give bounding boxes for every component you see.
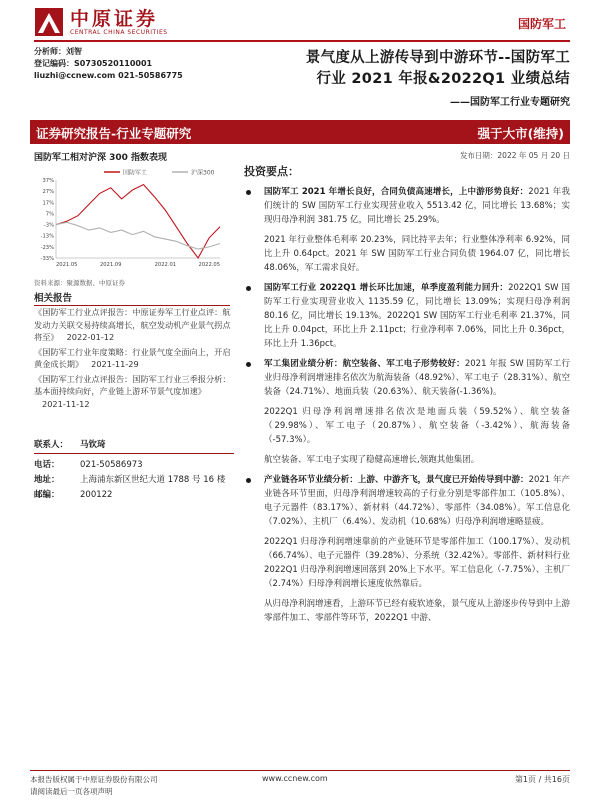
page-number: 第1页 / 共16页 — [514, 775, 570, 784]
legend-label: 沪深300 — [191, 169, 215, 177]
report-title-line-2: 行业 2021 年报&2022Q1 业绩总结 — [316, 71, 570, 87]
point-3-detail-2: 航空装备、军工电子实现了稳健高速增长,领跑其他集团。 — [264, 455, 480, 465]
point-1-text: 2021 年我们统计的 SW 国防军工行业实现营业收入 5513.42 亿，同比增长 13.68%；实现归母净利润 381.75 亿，同比增长 25.29%。 — [264, 187, 570, 225]
y-tick-label: -13% — [40, 233, 54, 240]
y-tick-label: -23% — [40, 244, 54, 251]
report-subtitle: ——国防军工行业专题研究 — [450, 97, 570, 108]
series-line-国防军工 — [56, 185, 220, 259]
logo-mark-icon — [34, 7, 64, 37]
point-3-detail-1: 2022Q1 归母净利润增速排名依次是地面兵装（59.52%）、航空装备（29.98%）、军工电子（20.87%）、航空装备（-3.42%）、航海装备（-57.3%）。 — [264, 407, 570, 445]
analyst-code: 登记编码：S0730520110001 — [34, 59, 153, 68]
y-tick-label: -3% — [43, 222, 54, 229]
x-tick-label: 2022.05 — [198, 262, 220, 268]
contact-block — [34, 438, 234, 503]
related-report-item[interactable] — [34, 306, 234, 344]
company-logo — [34, 7, 168, 37]
y-tick-label: -33% — [40, 256, 54, 262]
logo-name-en: CENTRAL CHINA SECURITIES — [70, 28, 168, 36]
point-4-detail-1: 2022Q1 归母净利润增速靠前的产业链环节是零部件加工（100.17%）、发动机（66.74%）、电子元器件（39.28%）、分系统（32.42%）。零部件、新材料行业 2022Q1 归母净利润增速回落到 20%上下水平。军工信息化（-7.75%）、主机厂（2.74%）归母净利润增长速度依然靠后。 — [264, 537, 570, 589]
publish-date: 发布日期：2022 年 05 月 20 日 — [459, 151, 570, 160]
contact-address-label: 地址： — [34, 475, 60, 485]
point-3-heading: 军工集团业绩分析：航空装备、军工电子形势较好： — [264, 359, 465, 369]
investment-points — [244, 163, 570, 631]
x-tick-label: 2021.09 — [99, 262, 122, 268]
contact-person-label: 联系人： — [34, 440, 69, 450]
bullet-icon — [246, 190, 251, 195]
point-3 — [244, 357, 570, 399]
bullet-icon — [246, 362, 251, 367]
industry-tag: 国防军工 — [517, 17, 566, 31]
contact-person: 马钦琦 — [80, 440, 106, 450]
point-2-text: 2022Q1 SW 国防军工行业实现营业收入 1135.59 亿，同比增长 13.09%；实现归母净利润 80.16 亿，同比增长 19.13%。2022Q1 SW 国防军工行业毛利率 21.37%，同比上升 0.04pct，环比上升 2.11pct；行业净利率 7.06%，同比上升 0.36pct，环比上升 1.36pct。 — [264, 283, 570, 349]
point-4-heading: 产业链各环节业绩分析：上游、中游齐飞，景气度已开始传导到中游： — [264, 475, 529, 485]
related-report-date: 2021-11-12 — [42, 398, 90, 409]
related-report-date: 2022-01-12 — [66, 332, 115, 342]
related-reports-list — [34, 306, 234, 412]
y-tick-label: 27% — [42, 189, 54, 196]
bullet-icon — [246, 286, 251, 291]
point-4-detail-2: 从归母净利润增速看，上游环节已经有疲软迹象，景气度从上游逐步传导到中上游零部件加工、零部件等环节，2022Q1 中游、 — [264, 599, 571, 623]
header-divider — [34, 40, 570, 42]
point-4 — [244, 473, 570, 529]
chart-svg — [34, 166, 230, 274]
investment-points-title: 投资要点： — [244, 165, 299, 178]
report-type-banner — [30, 120, 570, 144]
x-tick-label: 2021.05 — [56, 262, 78, 268]
logo-name-cn: 中原证券 — [70, 7, 159, 30]
contact-phone-label: 电话： — [34, 460, 60, 470]
contact-zip: 200122 — [80, 490, 113, 500]
analyst-name: 分析师：刘智 — [34, 47, 82, 56]
related-reports-heading: 相关报告 — [34, 290, 230, 306]
footer-website[interactable]: www.ccnew.com — [262, 774, 328, 783]
report-title-line-1: 景气度从上游传导到中游环节--国防军工 — [305, 50, 570, 66]
x-tick-label: 2022.01 — [154, 262, 177, 268]
chart-source: 资料来源：聚源数据、中原证券 — [34, 279, 125, 287]
footer-disclaimer: 请阅读最后一页各项声明 — [30, 787, 113, 796]
report-title-block — [200, 48, 570, 108]
rating: 强于大市(维持) — [477, 126, 564, 141]
y-tick-label: 7% — [45, 211, 54, 218]
related-report-date: 2021-11-29 — [91, 359, 139, 369]
point-3-text: 2021 年报 SW 国防军工行业归母净利润增速排名依次为航海装备（48.92%）、军工电子（28.31%）、航空装备（24.71%）、地面兵装（20.63%）、航天装备(-1.36%)。 — [264, 359, 570, 397]
analyst-info — [34, 46, 183, 82]
y-tick-label: 17% — [42, 200, 54, 207]
point-1 — [244, 185, 570, 227]
contact-address: 上海浦东新区世纪大道 1788 号 16 楼 — [80, 475, 226, 485]
related-report-title: 《国防军工行业点评报告：中原证券军工行业点评：航发动力关联交易持续高增长，航空发动机产业景气拐点将至》 — [34, 307, 231, 342]
point-1-heading: 国防军工 2021 年增长良好，合同负债高速增长，上中游形势良好： — [264, 187, 529, 197]
related-report-item[interactable] — [34, 346, 234, 371]
contact-zip-label: 邮编： — [34, 490, 60, 500]
point-4-text: 2021 年产业链各环节里面，归母净利润增速较高的子行业分别是零部件加工（105.8%）、电子元器件（83.17%）、新材料（44.72%）、零部件（34.08%）。军工信息化（7.02%）、主机厂（6.4%）、发动机（10.68%）归母净利润增速略显疲。 — [264, 475, 570, 527]
point-2 — [244, 281, 570, 351]
related-report-item[interactable] — [34, 373, 234, 411]
page-footer — [0, 770, 600, 800]
bullet-icon — [246, 478, 251, 483]
series-line-沪深300 — [56, 222, 220, 249]
footer-notice — [30, 774, 158, 798]
report-header — [0, 0, 600, 42]
footer-divider — [30, 770, 570, 771]
contact-phone: 021-50586973 — [80, 460, 143, 470]
analyst-contact: liuzhi@ccnew.com 021-50586775 — [34, 71, 183, 80]
related-report-title: 《国防军工行业年度策略：行业景气度全面向上，开启黄金成长期》 — [34, 346, 231, 369]
report-type: 证券研究报告-行业专题研究 — [36, 126, 192, 141]
legend-label: 国防军工 — [123, 169, 148, 177]
point-2-heading: 国防军工行业 2022Q1 增长环比加速，单季度盈利能力回升： — [264, 283, 509, 293]
related-report-title: 《国防军工行业点评报告：国防军工行业三季报分析：基本面持续向好，产业链上游环节景气度加速》 — [34, 373, 231, 396]
footer-copyright: 本报告版权属于中原证券股份有限公司 — [30, 775, 158, 784]
point-1-detail: 2021 年行业整体毛利率 20.23%，同比持平去年；行业整体净利率 6.92%，同比上升 0.64pct。2021 年 SW 国防军工行业合同负债 1964.07 亿，同比增长 48.06%，军工需求良好。 — [264, 235, 570, 273]
chart-title: 国防军工相对沪深 300 指数表现 — [34, 153, 168, 163]
relative-performance-chart — [34, 166, 230, 274]
y-tick-label: 37% — [42, 178, 54, 184]
